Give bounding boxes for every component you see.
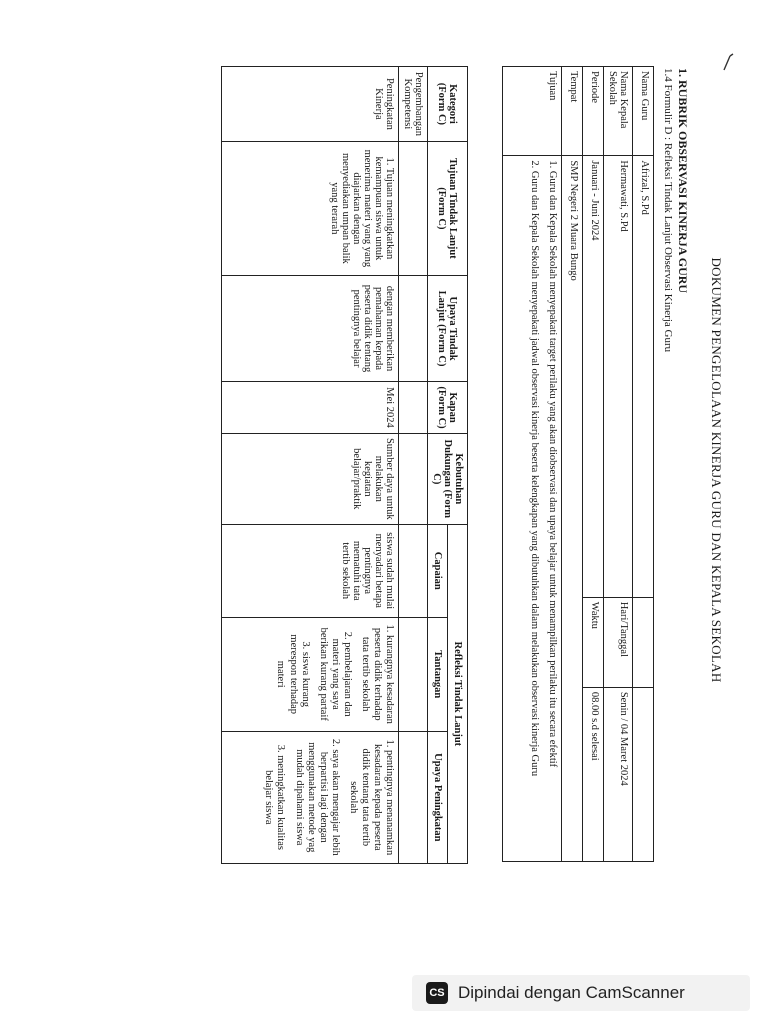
header-capaian: Capaian (428, 524, 448, 617)
header-refleksi: Refleksi Tindak Lanjut (448, 524, 468, 863)
kepala-label: Nama Kepala Sekolah (604, 67, 633, 156)
info-row-tempat (562, 67, 583, 862)
info-row-kepala (604, 67, 633, 862)
blank-cell (399, 141, 428, 275)
tujuan-item: 2. Guru dan Kepala Sekolah menyepakati jadwal observasi kinerja beserta kelengkapan yang dibutuhkan dalam melakukan observasi kinerja Guru (528, 160, 540, 777)
kapan-cell: Mei 2024 (222, 382, 399, 434)
info-row-guru (633, 67, 654, 862)
form-title: 1.4 Formulir D : Refleksi Tindak Lanjut Observasi Kinerja Guru (662, 68, 674, 353)
blank-cell (399, 731, 428, 863)
waktu-value: 08.00 s.d selesai (583, 687, 604, 861)
kebutuhan-cell: Sumber daya untuk melakukan kegiatan belajar/praktik (222, 433, 399, 524)
kategori-cell: Pengembangan Kompetensi (399, 67, 428, 142)
header-kebutuhan: Kebutuhan Dukungan (Form C) (428, 433, 468, 524)
nama-guru-label: Nama Guru (633, 67, 654, 156)
tujuan-cell: 1. Tujuan meningkatkan kemampuan siswa untuk menerima materi yang yang diajarkan dengan menyediakan umpan balik yang terarah (222, 141, 399, 275)
header-kapan: Kapan (Form C) (428, 382, 468, 434)
info-table (502, 66, 654, 862)
tantangan-item: 1. kurangnya kesadaran peserta didik terhadap tata tertib sekolah (359, 624, 395, 724)
info-row-periode (583, 67, 604, 862)
upaya-peningkatan-cell (222, 731, 399, 863)
upaya-item: 3. meningkatkan kualitas belajar siswa (263, 744, 287, 850)
blank-cell (399, 524, 428, 617)
tantangan-cell (222, 617, 399, 731)
tempat-value: SMP Negeri 2 Muara Bungo (562, 156, 583, 862)
periode-label: Periode (583, 67, 604, 156)
tantangan-item: 2. pembelajaran dan materi yang saya berikan kurang partaif (317, 627, 353, 721)
camscanner-watermark (412, 975, 750, 1011)
periode-value: Januari - Juni 2024 (583, 156, 604, 597)
hari-label: Hari/Tanggal (604, 597, 633, 687)
tantangan-item: 3. siswa kurang merespon terhadap materi (275, 634, 311, 715)
tempat-label: Tempat (562, 67, 583, 156)
upaya-item: 1. pentingnya menanamkan kesadaran kepada peserta didik tentang tata tertib sekolah (347, 739, 395, 856)
tujuan-item: 1. Guru dan Kepala Sekolah menyepakati target perilaku yang akan diobservasi dan upaya belajar untuk menampilkan perilaku itu secara efektif (547, 160, 558, 768)
header-tujuan: Tujuan Tindak Lanjut (Form C) (428, 141, 468, 275)
blank-cell (399, 382, 428, 434)
table-row (222, 67, 399, 864)
info-row-tujuan (503, 67, 562, 862)
header-row (448, 67, 468, 864)
upaya-item: 2. saya akan mengajar lebih berpartisi lagi dengan menggunakan metode yag mudah dipahami siswa (293, 738, 341, 856)
nama-guru-value: Afrizal, S.Pd (633, 156, 654, 597)
blank-cell (633, 597, 654, 687)
capaian-cell: siswa sudah mulai menyadari betapa pentingnya mematuhi tata tertib sekolah (222, 524, 399, 617)
camscanner-logo-icon: CS (426, 982, 448, 1004)
tujuan-label: Tujuan (503, 67, 562, 156)
blank-cell (399, 617, 428, 731)
header-upaya: Upaya Tindak Lanjut (Form C) (428, 275, 468, 381)
kepala-value: Hermawati, S.Pd (604, 156, 633, 597)
upaya-cell: dengan memberikan pemahaman kepada peserta didik tentang pentingnya belajar (222, 275, 399, 381)
hari-value: Senin / 04 Maret 2024 (604, 687, 633, 861)
blank-cell (633, 687, 654, 861)
kategori-cell: Peningkatan Kinerja (222, 67, 399, 142)
refleksi-table (221, 66, 468, 864)
waktu-label: Waktu (583, 597, 604, 687)
rotated-document (40, 30, 730, 910)
tujuan-value (503, 156, 562, 862)
table-row (399, 67, 428, 864)
blank-cell (399, 275, 428, 381)
watermark-text: Dipindai dengan CamScanner (458, 983, 685, 1002)
header-upaya-peningkatan: Upaya Peningkatan (428, 731, 448, 863)
blank-cell (399, 433, 428, 524)
section-title: 1. RUBRIK OBSERVASI KINERJA GURU (676, 68, 690, 294)
header-tantangan: Tantangan (428, 617, 448, 731)
document-title: DOKUMEN PENGELOLAAN KINERJA GURU DAN KEPALA SEKOLAH (709, 257, 724, 683)
header-kategori: Kategori (Form C) (428, 67, 468, 142)
